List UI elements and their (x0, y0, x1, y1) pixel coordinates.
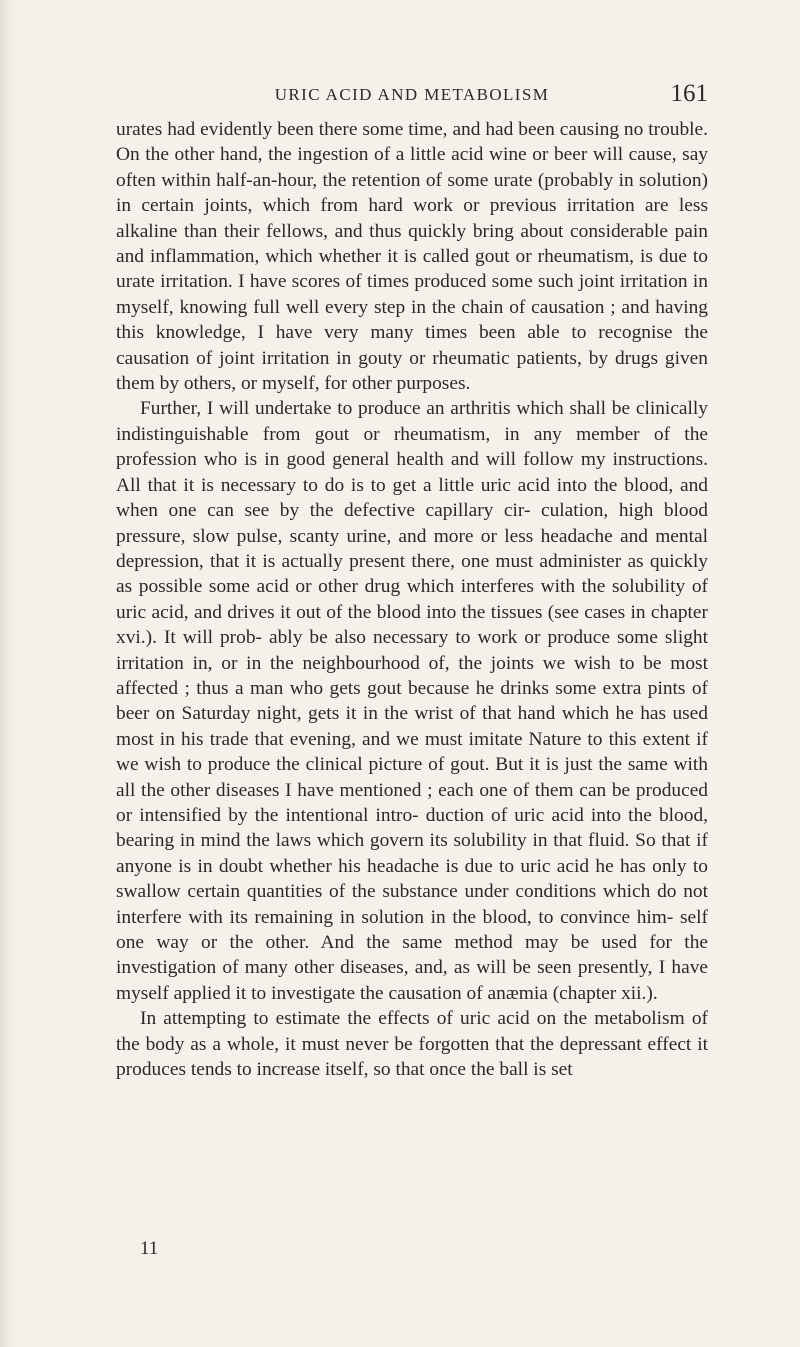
body-text (116, 117, 708, 1082)
running-title: URIC ACID AND METABOLISM (274, 85, 550, 104)
paragraph-continued: urates had evidently been there some time, and had been causing no trouble. On the other hand, the ingestion of a little acid wine or beer will cause, say often within half-an-hour, the retention of some urate (probably in solution) in certain joints, which from hard work or previous irritation are less alkaline than their fellows, and thus quickly bring about considerable pain and inflammation, which whether it is called gout or rheumatism, is due to urate irritation. I have scores of times produced some such joint irritation in myself, knowing full well every step in the chain of causation ; and having this knowledge, I have very many times been able to recognise the causation of joint irritation in gouty or rheumatic patients, by drugs given them by others, or myself, for other purposes. (116, 119, 708, 395)
page-number: 161 (670, 80, 708, 107)
signature-mark: 11 (140, 1238, 159, 1259)
paragraph-further: Further, I will undertake to produce an arthritis which shall be clinically indistinguishable from gout or rheumatism, in any member of the profession who is in good general health and will follow my instructions. All that it is necessary to do is to get a little uric acid into the blood, and when one can see by the defective capillary cir- culation, high blood pressure, slow pulse, scanty urine, and more or less headache and mental depression, that it is actually present there, one must administer as quickly as possible some acid or other drug which interferes with the solubility of uric acid, and drives it out of the blood into the tissues (see cases in chapter xvi.). It will prob- ably be also necessary to work or produce some slight irritation in, or in the neighbourhood of, the joints we wish to be most affected ; thus a man who gets gout because he drinks some extra pints of beer on Saturday night, gets it in the wrist of that hand which he has used most in his trade that evening, and we must imitate Nature to this extent if we wish to produce the clinical picture of gout. But it is just the same with all the other diseases I have mentioned ; each one of them can be produced or intensified by the intentional intro- duction of uric acid into the blood, bearing in mind the laws which govern its solubility in that fluid. So that if anyone is in doubt whether his headache is due to uric acid he has only to swallow certain quantities of the substance under conditions which do not interfere with its remaining in solution in the blood, to convince him- self one way or the other. And the same method may be used for the investigation of many other diseases, and, as will be seen presently, I have myself applied it to investigate the causation of anæmia (chapter xii.). (116, 398, 708, 1004)
paragraph-metabolism: In attempting to estimate the effects of uric acid on the metabolism of the body as a whole, it must never be forgotten that the depressant effect it produces tends to increase itself, so that once the ball is set (116, 1008, 708, 1081)
page-gutter-shading (0, 0, 14, 1347)
running-head (116, 78, 708, 108)
